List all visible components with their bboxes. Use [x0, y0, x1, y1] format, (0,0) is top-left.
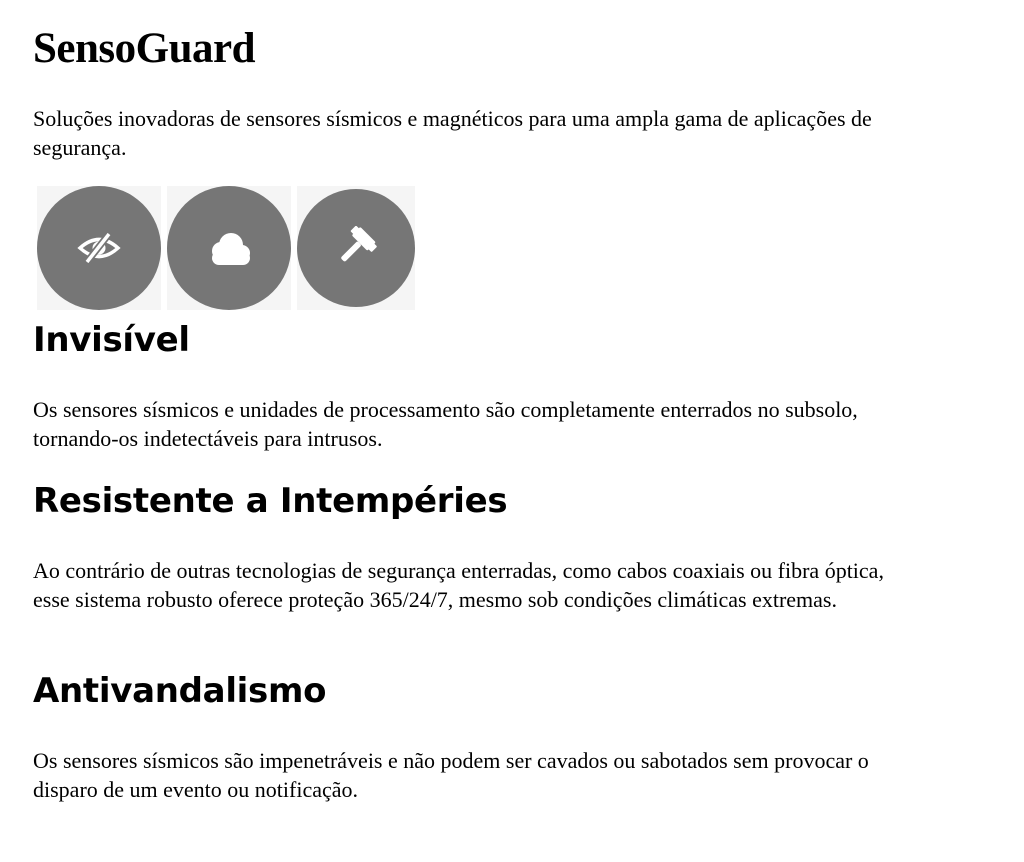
gavel-icon: [297, 189, 415, 307]
feature-icons: [37, 186, 417, 310]
cloud-icon: [167, 186, 291, 310]
page-content: [33, 0, 933, 802]
section-heading-antivandalismo: Antivandalismo: [33, 671, 327, 711]
section-heading-invisivel: Invisível: [33, 320, 190, 360]
section-text-invisivel: Os sensores sísmicos e unidades de processamento são completamente enterrados no subsolo, tornando-os indetectáveis para intrusos.: [33, 397, 858, 451]
section-text-antivandalismo: Os sensores sísmicos são impenetráveis e não podem ser cavados ou sabotados sem provocar o disparo de um evento ou notificação.: [33, 748, 869, 802]
section-text-resistente: Ao contrário de outras tecnologias de segurança enterradas, como cabos coaxiais ou fibra óptica, esse sistema robusto oferece proteção 365/24/7, mesmo sob condições climáticas extremas.: [33, 558, 884, 612]
section-heading-resistente: Resistente a Intempéries: [33, 481, 508, 521]
page-title: SensoGuard: [33, 25, 256, 72]
eye-slash-icon: [37, 186, 161, 310]
intro-text: Soluções inovadoras de sensores sísmicos e magnéticos para uma ampla gama de aplicações de segurança.: [33, 106, 872, 160]
